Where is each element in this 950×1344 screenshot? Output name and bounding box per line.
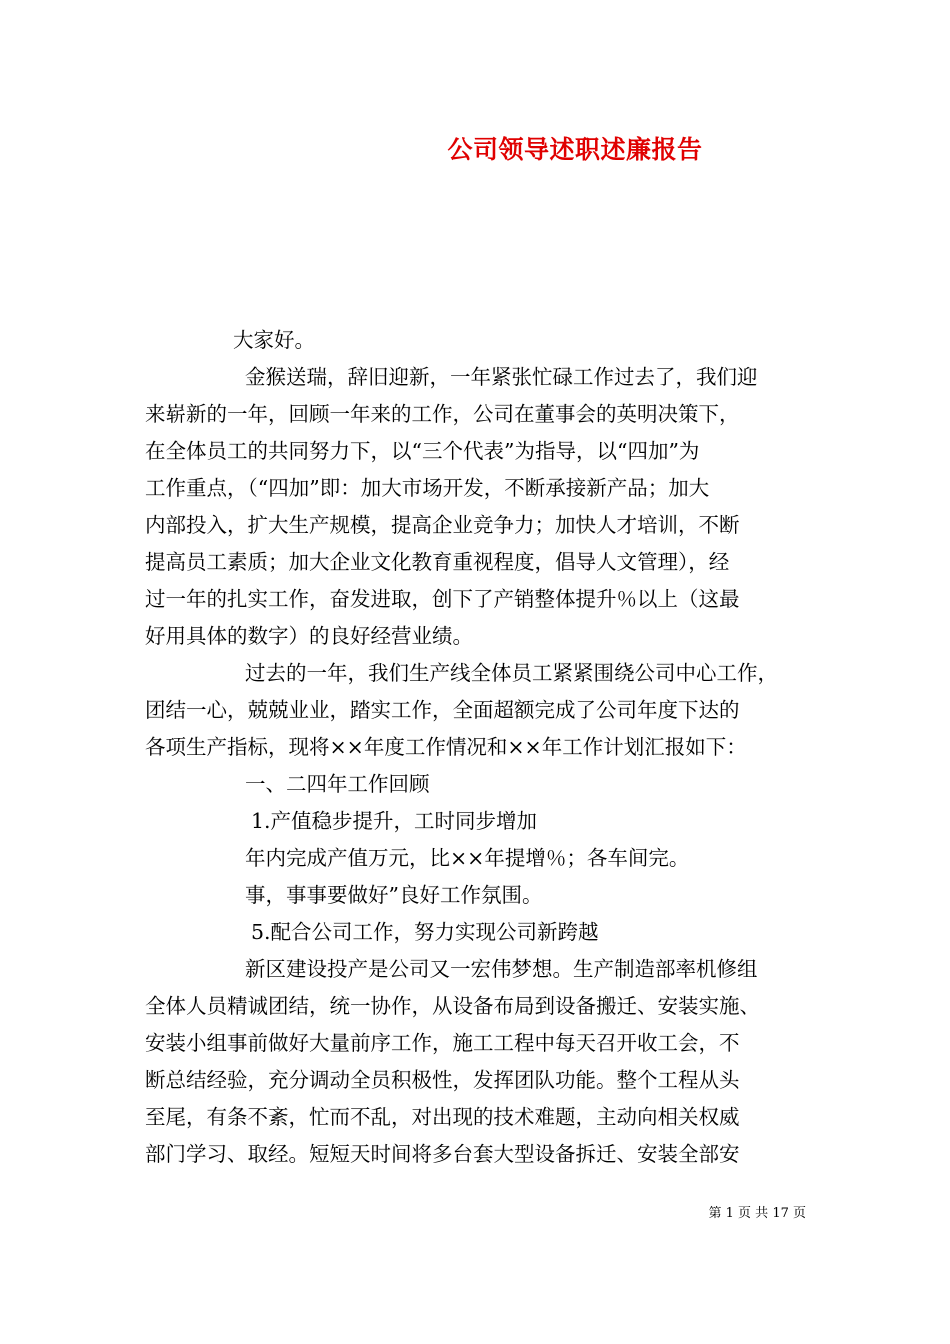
text-line: 金猴送瑞，辞旧迎新，一年紧张忙碌工作过去了，我们迎	[245, 365, 758, 389]
text-line: 大家好。	[233, 328, 315, 352]
section-heading: 一、二四年工作回顾	[245, 772, 430, 796]
text-line: 年内完成产值万元，比××年提增％；各车间完。	[245, 846, 690, 870]
text-line: 过一年的扎实工作，奋发进取，创下了产销整体提升％以上（这最	[145, 587, 740, 611]
text-line: 全体人员精诚团结，统一协作，从设备布局到设备搬迁、安装实施、	[145, 994, 760, 1018]
subsection-heading: 5.配合公司工作，努力实现公司新跨越	[251, 920, 599, 944]
text-line: 过去的一年，我们生产线全体员工紧紧围绕公司中心工作，	[245, 661, 778, 685]
text-line: 好用具体的数字）的良好经营业绩。	[145, 624, 473, 648]
text-line: 部门学习、取经。短短天时间将多台套大型设备拆迁、安装全部安	[145, 1142, 740, 1166]
page-number: 第 1 页 共 17 页	[708, 1206, 806, 1221]
text-line: 断总结经验，充分调动全员积极性，发挥团队功能。整个工程从头	[145, 1068, 740, 1092]
text-line: 各项生产指标，现将××年度工作情况和××年工作计划汇报如下：	[145, 735, 747, 759]
text-line: 来崭新的一年，回顾一年来的工作，公司在董事会的英明决策下，	[145, 402, 740, 426]
text-line: 在全体员工的共同努力下，以“三个代表”为指导，以“四加”为	[145, 439, 700, 463]
subsection-heading: 1.产值稳步提升，工时同步增加	[251, 809, 538, 833]
document-title: 公司领导述职述廉报告	[447, 135, 703, 164]
text-line: 团结一心，兢兢业业，踏实工作，全面超额完成了公司年度下达的	[145, 698, 740, 722]
text-line: 新区建设投产是公司又一宏伟梦想。生产制造部率机修组	[245, 957, 758, 981]
text-line: 至尾，有条不紊，忙而不乱，对出现的技术难题，主动向相关权威	[145, 1105, 740, 1129]
text-line: 事，事事要做好”良好工作氛围。	[245, 883, 543, 907]
text-line: 提高员工素质；加大企业文化教育重视程度，倡导人文管理），经	[145, 550, 730, 574]
text-line: 工作重点，（“四加”即：加大市场开发，不断承接新产品；加大	[145, 476, 710, 500]
text-line: 内部投入，扩大生产规模，提高企业竞争力；加快人才培训，不断	[145, 513, 740, 537]
document-body	[145, 322, 810, 1173]
text-line: 安装小组事前做好大量前序工作，施工工程中每天召开收工会，不	[145, 1031, 740, 1055]
